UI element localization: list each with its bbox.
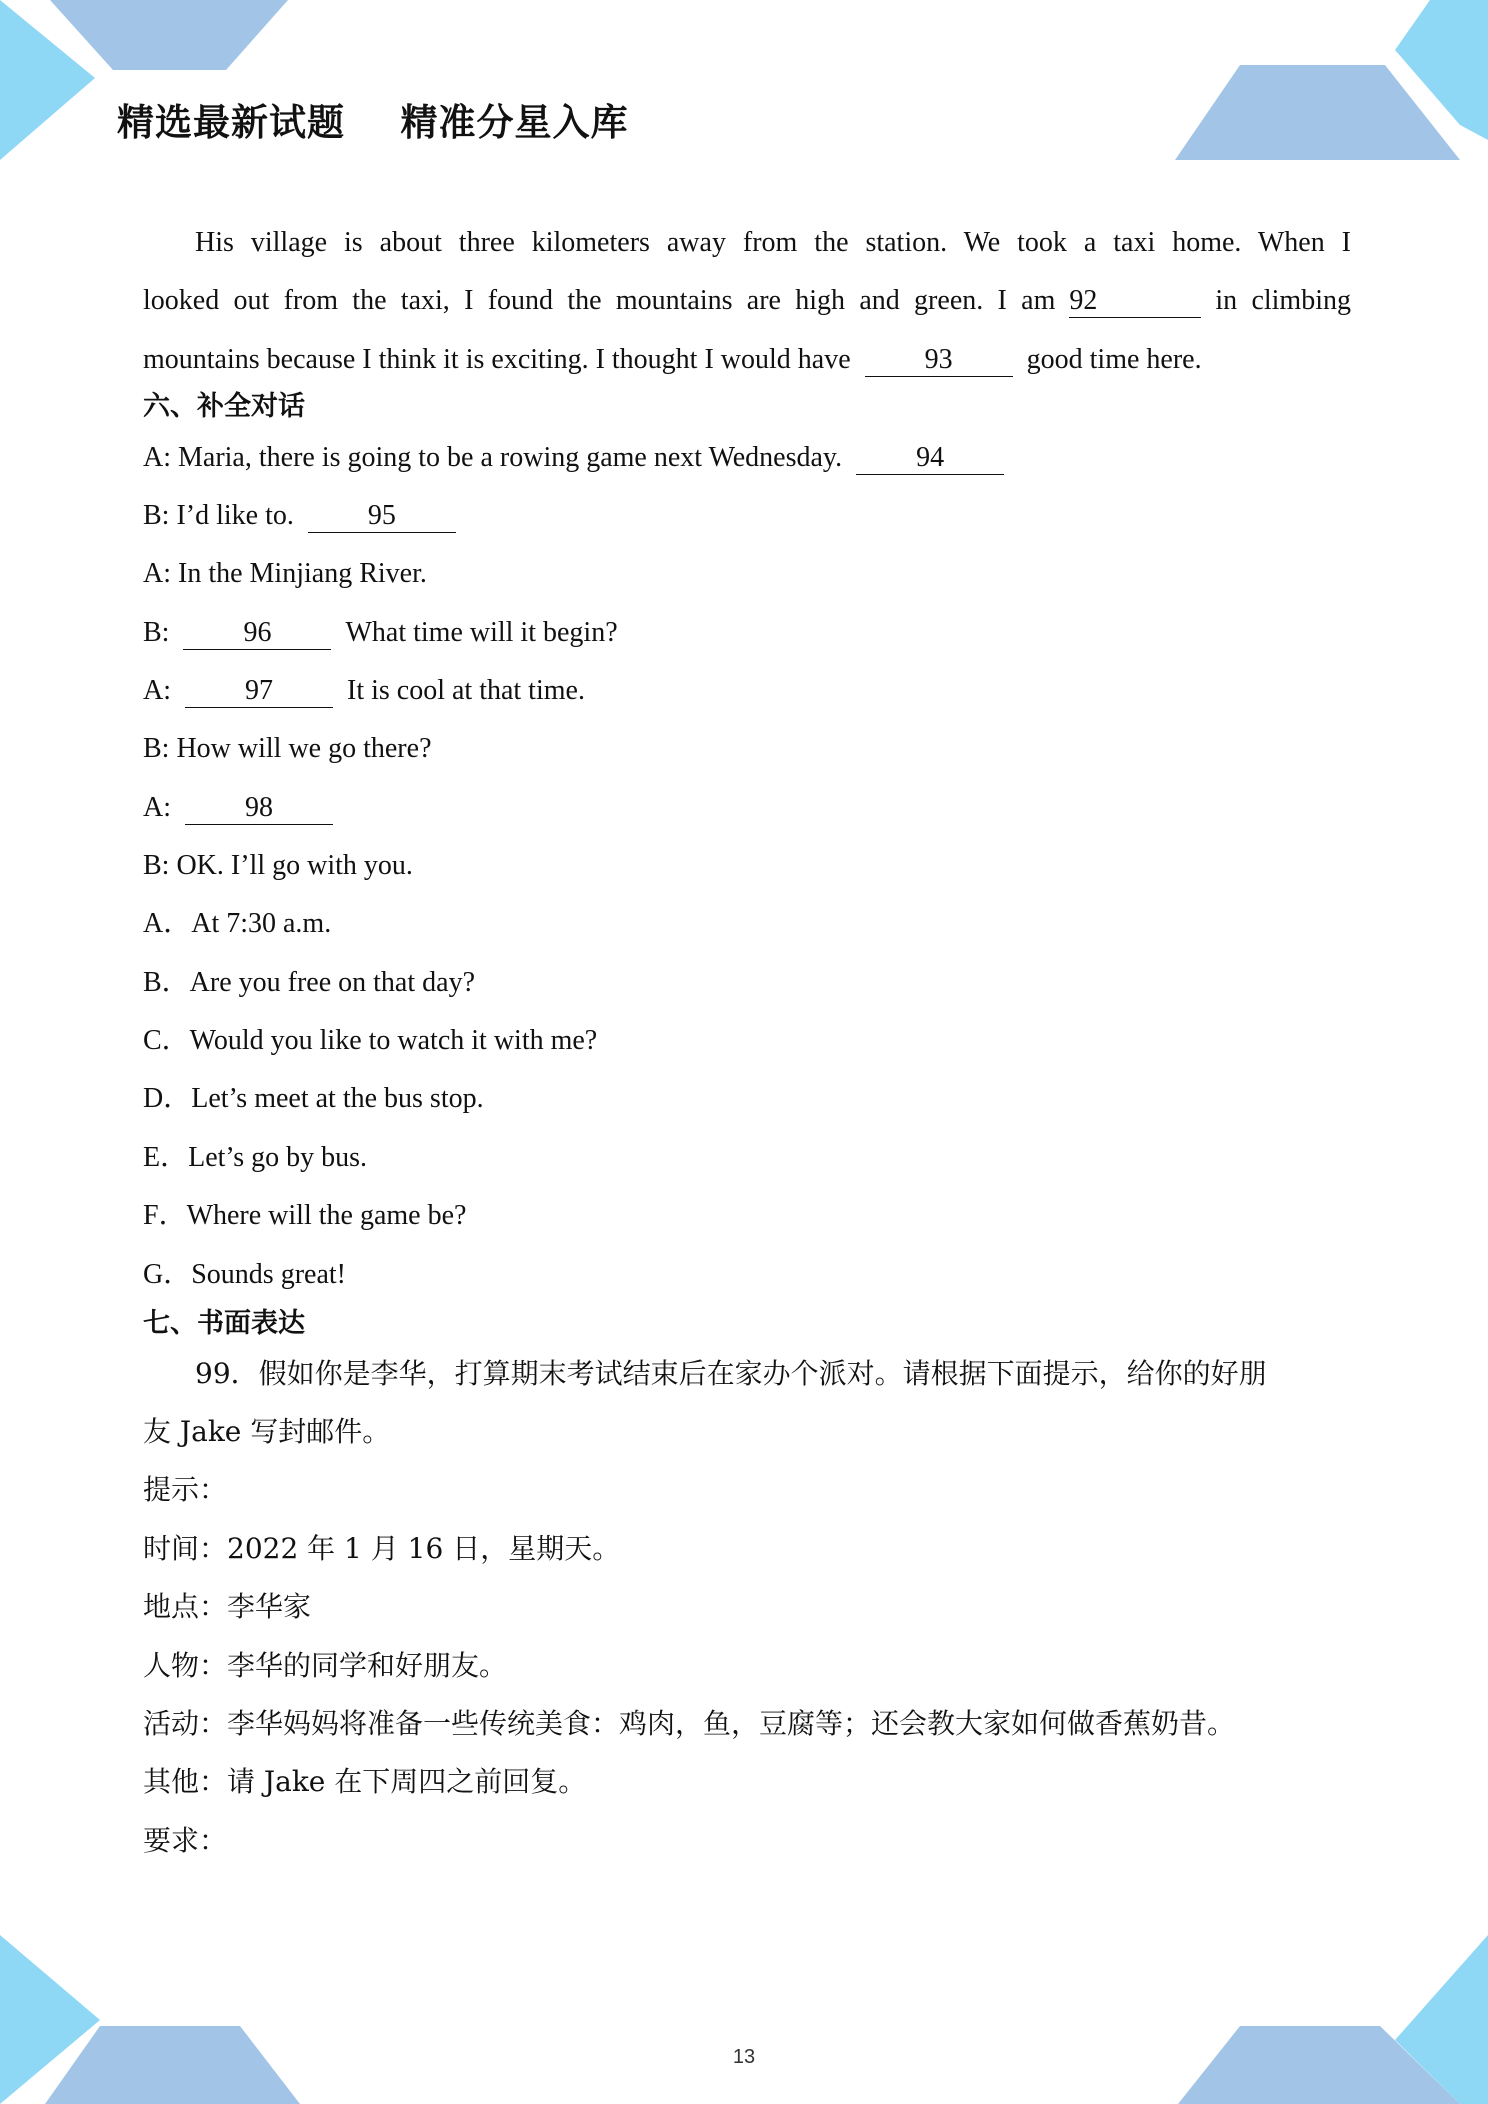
blank-97[interactable]: 97 xyxy=(185,677,333,708)
hint-people: 人物：李华的同学和好朋友。 xyxy=(143,1649,508,1682)
option-d: D．Let’s meet at the bus stop. xyxy=(143,1083,484,1114)
dialogue-line-4-speaker: B: xyxy=(143,617,170,648)
corner-shape-top-right-2 xyxy=(1175,65,1460,160)
requirements-label: 要求： xyxy=(143,1824,228,1857)
passage-line-2 xyxy=(143,272,1351,330)
hint-other: 其他：请 Jake 在下周四之前回复。 xyxy=(143,1765,587,1798)
option-b: B．Are you free on that day? xyxy=(143,967,475,998)
blank-98[interactable]: 98 xyxy=(185,794,333,825)
header-title: 精选最新试题 精准分星入库 xyxy=(117,101,629,144)
section-7-heading: 七、书面表达 xyxy=(143,1308,305,1339)
dialogue-line-5-speaker: A: xyxy=(143,675,171,706)
blank-95[interactable]: 95 xyxy=(308,502,456,533)
passage-line-1: His village is about three kilometers away from the station. We took a taxi home. When I xyxy=(195,227,1351,258)
dialogue-line-4 xyxy=(143,604,618,662)
dialogue-line-2-text: B: I’d like to. xyxy=(143,500,294,531)
dialogue-line-1 xyxy=(143,429,1018,487)
option-a: A．At 7:30 a.m. xyxy=(143,908,332,939)
passage-line-3-tail: good time here. xyxy=(1026,344,1202,375)
dialogue-line-3: A: In the Minjiang River. xyxy=(143,558,427,589)
blank-96[interactable]: 96 xyxy=(183,619,331,650)
dialogue-line-5-text: It is cool at that time. xyxy=(347,675,585,706)
hint-time: 时间：2022 年 1 月 16 日，星期天。 xyxy=(143,1532,621,1565)
corner-shape-top-left-2 xyxy=(50,0,288,70)
option-e: E．Let’s go by bus. xyxy=(143,1142,367,1173)
passage-line-2-tail: in climbing xyxy=(1215,285,1351,316)
section-6-heading: 六、补全对话 xyxy=(143,391,305,422)
blank-94[interactable]: 94 xyxy=(856,444,1004,475)
passage-line-2-text: looked out from the taxi, I found the mountains are high and green. I am xyxy=(143,285,1056,316)
dialogue-line-7-speaker: A: xyxy=(143,792,171,823)
option-g: G．Sounds great! xyxy=(143,1259,346,1290)
question-99-line-1: 99．假如你是李华，打算期末考试结束后在家办个派对。请根据下面提示，给你的好朋 xyxy=(195,1357,1267,1390)
option-f: F．Where will the game be? xyxy=(143,1200,467,1231)
passage-line-3-text: mountains because I think it is exciting. I thought I would have xyxy=(143,344,851,375)
hint-label: 提示： xyxy=(143,1473,228,1506)
blank-92[interactable]: 92 xyxy=(1069,287,1201,318)
hint-activity: 活动：李华妈妈将准备一些传统美食：鸡肉，鱼，豆腐等；还会教大家如何做香蕉奶昔。 xyxy=(143,1707,1236,1740)
option-c: C．Would you like to watch it with me? xyxy=(143,1025,598,1056)
blank-93[interactable]: 93 xyxy=(865,346,1013,377)
dialogue-line-6: B: How will we go there? xyxy=(143,733,432,764)
page-number: 13 xyxy=(732,2046,756,2068)
dialogue-line-8: B: OK. I’ll go with you. xyxy=(143,850,413,881)
hint-place: 地点：李华家 xyxy=(143,1590,312,1623)
dialogue-line-2 xyxy=(143,487,470,545)
question-99-line-2: 友 Jake 写封邮件。 xyxy=(143,1415,391,1448)
dialogue-line-5 xyxy=(143,662,585,720)
dialogue-line-1-text: A: Maria, there is going to be a rowing game next Wednesday. xyxy=(143,442,843,473)
dialogue-line-7 xyxy=(143,779,347,837)
dialogue-line-4-text: What time will it begin? xyxy=(345,617,618,648)
